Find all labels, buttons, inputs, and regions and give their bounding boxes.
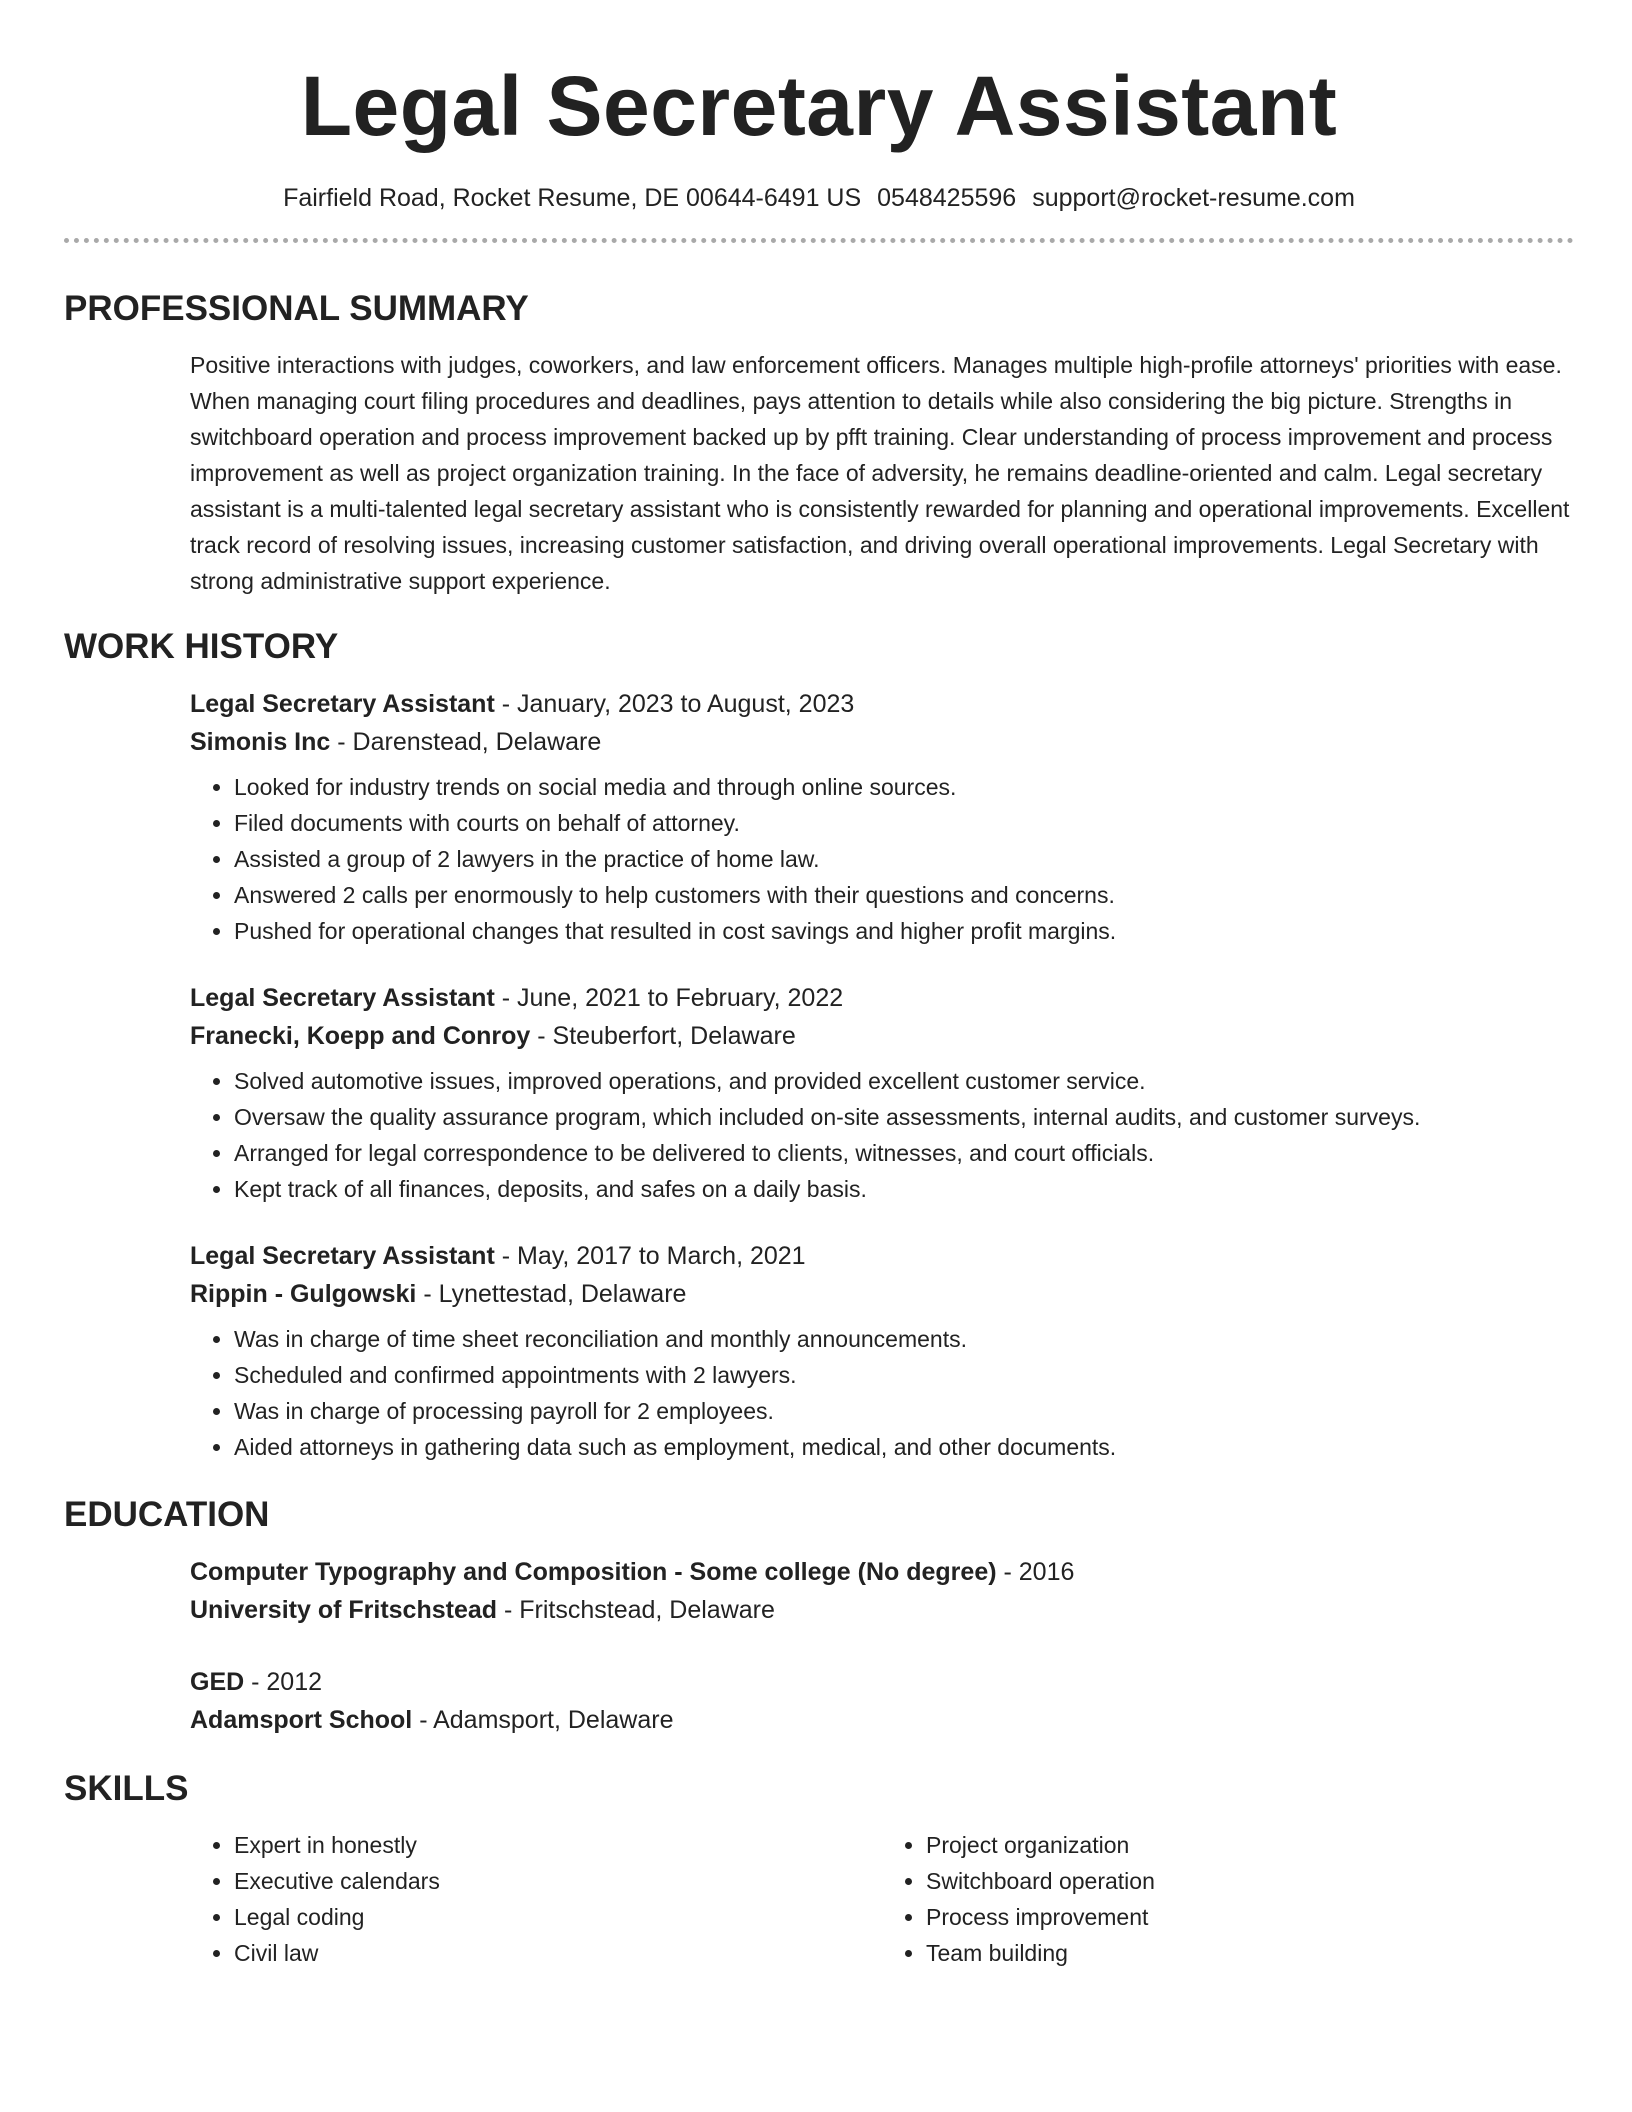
education-degree-line xyxy=(190,1553,1574,1591)
education-degree-line xyxy=(190,1663,1574,1701)
skill-item: • Switchboard operation xyxy=(926,1863,1574,1899)
job-bullet: • Pushed for operational changes that resulted in cost savings and higher profit margins. xyxy=(234,913,1574,949)
job-role: Legal Secretary Assistant xyxy=(190,690,495,718)
job-title-line xyxy=(190,979,1574,1017)
contact-phone: 0548425596 xyxy=(877,184,1017,212)
resume-name: Legal Secretary Assistant xyxy=(300,59,1338,153)
education-school-line xyxy=(190,1591,1574,1629)
job-bullet: • Oversaw the quality assurance program, which included on-site assessments, internal audits, and customer surveys. xyxy=(234,1099,1574,1135)
contact-line xyxy=(64,182,1574,214)
job-bullet: • Was in charge of time sheet reconciliation and monthly announcements. xyxy=(234,1321,1574,1357)
education-school: Adamsport School xyxy=(190,1706,413,1734)
skills-heading: SKILLS xyxy=(64,1769,189,1808)
summary-heading: PROFESSIONAL SUMMARY xyxy=(64,289,529,328)
education-entry xyxy=(190,1663,1574,1739)
skill-item: • Process improvement xyxy=(926,1899,1574,1935)
skill-item: • Project organization xyxy=(926,1827,1574,1863)
education-entry xyxy=(190,1553,1574,1629)
job-dates: - January, 2023 to August, 2023 xyxy=(494,690,855,718)
job-entry xyxy=(190,685,1574,949)
job-company: Rippin - Gulgowski xyxy=(190,1280,417,1308)
job-entry xyxy=(190,1237,1574,1465)
job-entry xyxy=(190,979,1574,1207)
job-title-line xyxy=(190,685,1574,723)
skill-item: • Expert in honestly xyxy=(234,1827,882,1863)
job-bullet: • Filed documents with courts on behalf of attorney. xyxy=(234,805,1574,841)
job-role: Legal Secretary Assistant xyxy=(190,1242,495,1270)
work-history-heading: WORK HISTORY xyxy=(64,627,339,666)
job-role: Legal Secretary Assistant xyxy=(190,984,495,1012)
job-bullets xyxy=(190,1063,1574,1207)
skill-item: • Civil law xyxy=(234,1935,882,1971)
job-title-line xyxy=(190,1237,1574,1275)
job-company-line xyxy=(190,1275,1574,1313)
education-location: - Fritschstead, Delaware xyxy=(497,1596,775,1624)
job-bullet: • Scheduled and confirmed appointments with 2 lawyers. xyxy=(234,1357,1574,1393)
job-bullets xyxy=(190,769,1574,949)
job-company-line xyxy=(190,1017,1574,1055)
job-bullet: • Kept track of all finances, deposits, and safes on a daily basis. xyxy=(234,1171,1574,1207)
job-company: Franecki, Koepp and Conroy xyxy=(190,1022,531,1050)
education-degree: GED xyxy=(190,1668,245,1696)
skill-item: • Team building xyxy=(926,1935,1574,1971)
job-company-line xyxy=(190,723,1574,761)
skills-list-right xyxy=(882,1827,1574,1971)
skill-item: • Executive calendars xyxy=(234,1863,882,1899)
job-location: - Lynettestad, Delaware xyxy=(416,1280,687,1308)
skills-list-left xyxy=(190,1827,882,1971)
job-dates: - May, 2017 to March, 2021 xyxy=(494,1242,806,1270)
education-school: University of Fritschstead xyxy=(190,1596,498,1624)
job-bullets xyxy=(190,1321,1574,1465)
skills-section xyxy=(190,1827,1574,1971)
education-school-line xyxy=(190,1701,1574,1739)
education-heading: EDUCATION xyxy=(64,1495,270,1534)
job-bullet: • Aided attorneys in gathering data such as employment, medical, and other documents. xyxy=(234,1429,1574,1465)
education-degree: Computer Typography and Composition - Some college (No degree) xyxy=(190,1558,997,1586)
header-divider xyxy=(64,238,1574,243)
education-year: - 2016 xyxy=(996,1558,1075,1586)
education-year: - 2012 xyxy=(244,1668,323,1696)
work-history-section xyxy=(190,685,1574,1465)
job-bullet: • Answered 2 calls per enormously to help customers with their questions and concerns. xyxy=(234,877,1574,913)
contact-email: support@rocket-resume.com xyxy=(1032,184,1355,212)
job-bullet: • Assisted a group of 2 lawyers in the practice of home law. xyxy=(234,841,1574,877)
job-location: - Steuberfort, Delaware xyxy=(530,1022,796,1050)
job-bullet: • Looked for industry trends on social media and through online sources. xyxy=(234,769,1574,805)
resume-page xyxy=(64,0,1574,1971)
job-dates: - June, 2021 to February, 2022 xyxy=(494,984,844,1012)
education-location: - Adamsport, Delaware xyxy=(412,1706,674,1734)
skills-columns xyxy=(190,1827,1574,1971)
skill-item: • Legal coding xyxy=(234,1899,882,1935)
job-bullet: • Arranged for legal correspondence to be delivered to clients, witnesses, and court officials. xyxy=(234,1135,1574,1171)
contact-address: Fairfield Road, Rocket Resume, DE 00644-6491 US xyxy=(283,184,862,212)
job-location: - Darenstead, Delaware xyxy=(330,728,602,756)
job-company: Simonis Inc xyxy=(190,728,331,756)
job-bullet: • Was in charge of processing payroll for 2 employees. xyxy=(234,1393,1574,1429)
job-bullet: • Solved automotive issues, improved operations, and provided excellent customer service. xyxy=(234,1063,1574,1099)
education-section xyxy=(190,1553,1574,1739)
summary-section xyxy=(190,347,1574,599)
summary-text: Positive interactions with judges, coworkers, and law enforcement officers. Manages multiple high-profile attorneys' priorities with ease. When managing court filing procedures and deadlines, pays attention to details while also considering the big picture. Strengths in switchboard operation and process improvement backed up by pfft training. Clear understanding of process improvement and process improvement as well as project organization training. In the face of adversity, he remains deadline-oriented and calm. Legal secretary assistant is a multi-talented legal secretary assistant who is consistently rewarded for planning and operational improvements. Excellent track record of resolving issues, increasing customer satisfaction, and driving overall operational improvements. Legal Secretary with strong administrative support experience. xyxy=(190,352,1570,594)
